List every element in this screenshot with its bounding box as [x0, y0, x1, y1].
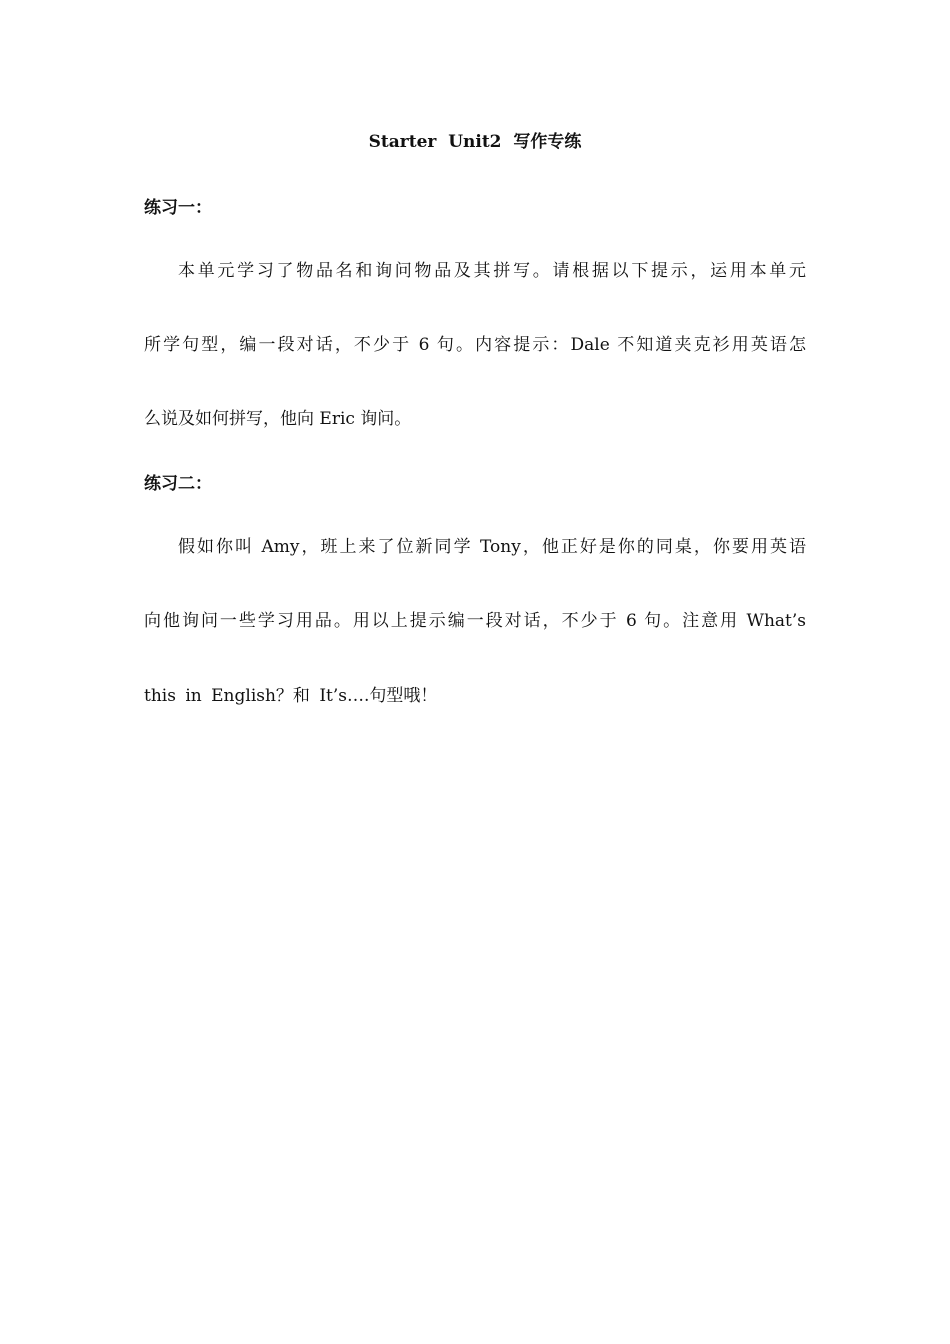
exercise-2-line-1: 假如你叫 Amy，班上来了位新同学 Tony，他正好是你的同桌，你要用英语	[178, 537, 806, 557]
exercise-1-heading: 练习一：	[144, 198, 212, 218]
exercise-2-line-2: 向他询问一些学习用品。用以上提示编一段对话，不少于 6 句。注意用 What’s	[144, 611, 806, 631]
exercise-2-line-3: this in English？和 It’s….句型哦！	[144, 686, 438, 706]
exercise-2-heading: 练习二：	[144, 474, 212, 494]
exercise-1-line-2: 所学句型，编一段对话，不少于 6 句。内容提示：Dale 不知道夹克衫用英语怎	[144, 335, 806, 355]
document-title: Starter Unit2 写作专练	[368, 132, 582, 152]
exercise-1-line-1: 本单元学习了物品名和询问物品及其拼写。请根据以下提示，运用本单元	[178, 261, 806, 281]
exercise-1-line-3: 么说及如何拼写，他向 Eric 询问。	[144, 409, 412, 429]
